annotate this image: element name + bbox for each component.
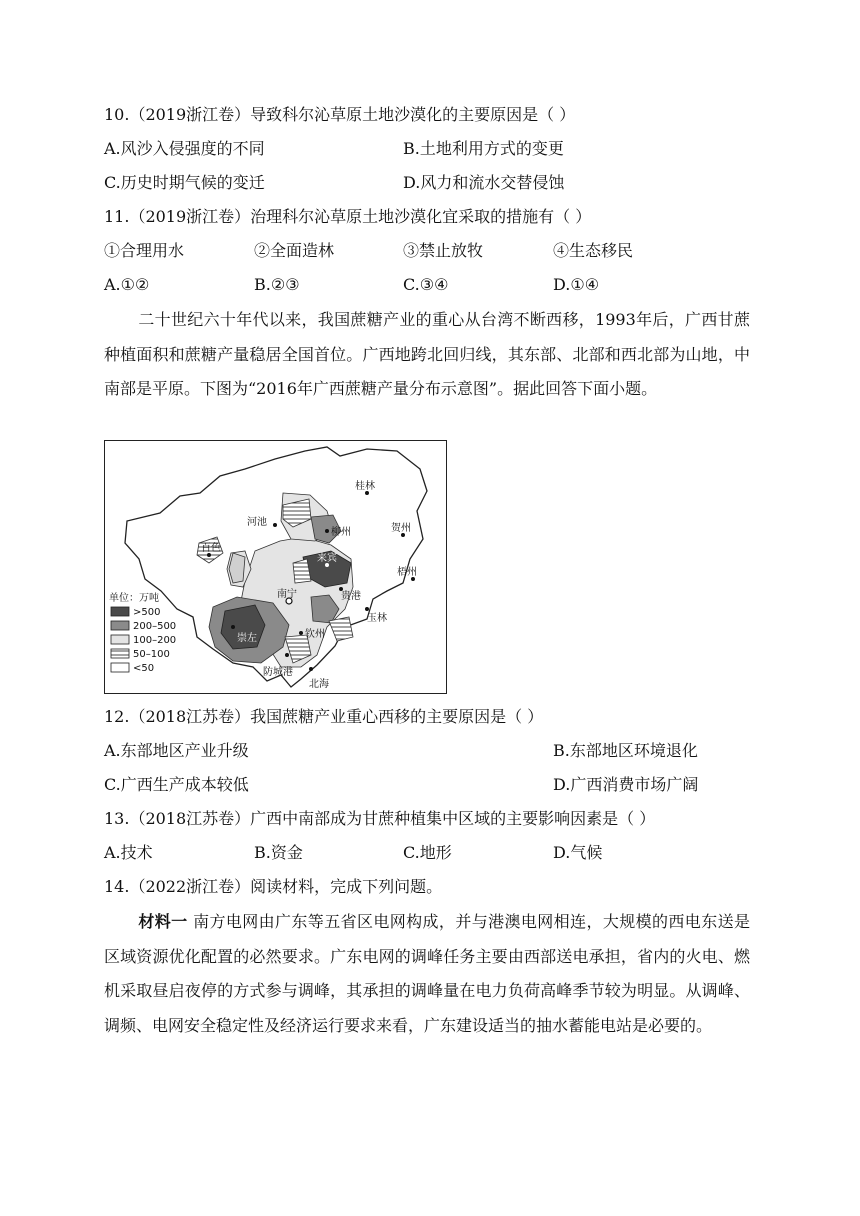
- legend-swatch-50-100: [111, 649, 129, 658]
- city-label-fangchenggang: 防城港: [263, 667, 293, 678]
- city-label-chongzuo: 崇左: [237, 633, 257, 644]
- city-label-nanning: 南宁: [277, 589, 297, 600]
- city-dot-qinzhou: [299, 631, 303, 635]
- legend-label-over-500: >500: [133, 607, 161, 618]
- city-dot-beihai: [309, 667, 313, 671]
- city-label-hezhou: 贺州: [391, 523, 411, 534]
- city-label-laibin: 来宾: [317, 553, 337, 564]
- q11-item-4: ④生态移民: [553, 241, 634, 260]
- q11-item-3: ③禁止放牧: [403, 241, 484, 260]
- q10-stem: 10.（2019浙江卷）导致科尔沁草原土地沙漠化的主要原因是（ ）: [104, 105, 576, 124]
- legend-label-50-100: 50–100: [133, 649, 170, 660]
- q11-item-1: ①合理用水: [104, 241, 185, 260]
- legend-label-under-50: <50: [133, 663, 155, 674]
- city-label-guigang: 贵港: [341, 591, 361, 602]
- legend-label-100-200: 100–200: [133, 635, 177, 646]
- q10-option-c: C.历史时期气候的变迁: [104, 173, 265, 192]
- q12-option-c: C.广西生产成本较低: [104, 775, 249, 794]
- legend-swatch-100-200: [111, 635, 129, 644]
- city-label-beihai: 北海: [309, 679, 329, 690]
- city-label-hechi: 河池: [247, 517, 267, 528]
- q14-material-one: [104, 905, 750, 1043]
- q11-item-2: ②全面造林: [254, 241, 335, 260]
- q14-material-label: 材料一: [138, 912, 188, 931]
- legend-title: 单位：万吨: [109, 593, 159, 604]
- q11-option-c: C.③④: [403, 275, 449, 294]
- city-dot-yulin: [365, 607, 369, 611]
- q12-option-d: D.广西消费市场广阔: [553, 775, 699, 794]
- city-dot-chongzuo: [231, 625, 235, 629]
- q13-option-b: B.资金: [254, 843, 303, 862]
- q10-option-d: D.风力和流水交替侵蚀: [403, 173, 565, 192]
- passage-intro: [104, 303, 750, 407]
- q10-option-b: B.土地利用方式的变更: [403, 139, 564, 158]
- city-dot-liuzhou: [325, 529, 329, 533]
- city-label-qinzhou: 钦州: [305, 629, 325, 640]
- city-label-baise: 百色: [201, 543, 221, 554]
- legend-label-200-500: 200–500: [133, 621, 177, 632]
- city-label-yulin: 玉林: [367, 613, 387, 624]
- q14-stem: 14.（2022浙江卷）阅读材料，完成下列问题。: [104, 877, 443, 896]
- q12-option-a: A.东部地区产业升级: [104, 741, 249, 760]
- q11-option-a: A.①②: [104, 275, 150, 294]
- q10-option-a: A.风沙入侵强度的不同: [104, 139, 265, 158]
- q11-option-b: B.②③: [254, 275, 300, 294]
- q13-stem: 13.（2018江苏卷）广西中南部成为甘蔗种植集中区域的主要影响因素是（ ）: [104, 809, 656, 828]
- q12-stem: 12.（2018江苏卷）我国蔗糖产业重心西移的主要原因是（ ）: [104, 707, 544, 726]
- legend-swatch-over-500: [111, 607, 129, 616]
- guangxi-sugar-map: [104, 440, 447, 694]
- legend-swatch-200-500: [111, 621, 129, 630]
- city-label-liuzhou: 柳州: [331, 527, 351, 538]
- q11-stem: 11.（2019浙江卷）治理科尔沁草原土地沙漠化宜采取的措施有（ ）: [104, 207, 592, 226]
- q11-option-d: D.①④: [553, 275, 600, 294]
- q13-option-d: D.气候: [553, 843, 603, 862]
- q12-option-b: B.东部地区环境退化: [553, 741, 698, 760]
- passage-intro-text: 二十世纪六十年代以来，我国蔗糖产业的重心从台湾不断西移，1993年后，广西甘蔗种植面积和蔗糖产量稳居全国首位。广西地跨北回归线，其东部、北部和西北部为山地，中南部是平原。下图为“2016年广西蔗糖产量分布示意图”。据此回答下面小题。: [104, 310, 750, 398]
- q13-option-a: A.技术: [104, 843, 153, 862]
- city-dot-hechi: [273, 523, 277, 527]
- city-label-guilin: 桂林: [355, 481, 375, 492]
- city-dot-fangchenggang: [285, 653, 289, 657]
- legend-swatch-under-50: [111, 663, 129, 672]
- q14-material-text: 南方电网由广东等五省区电网构成，并与港澳电网相连，大规模的西电东送是区域资源优化配置的必然要求。广东电网的调峰任务主要由西部送电承担，省内的火电、燃机采取昼启夜停的方式参与调峰，其承担的调峰量在电力负荷高峰季节较为明显。从调峰、调频、电网安全稳定性及经济运行要求来看，广东建设适当的抽水蓄能电站是必要的。: [104, 912, 750, 1035]
- q13-option-c: C.地形: [403, 843, 452, 862]
- city-label-wuzhou: 梧州: [397, 567, 417, 578]
